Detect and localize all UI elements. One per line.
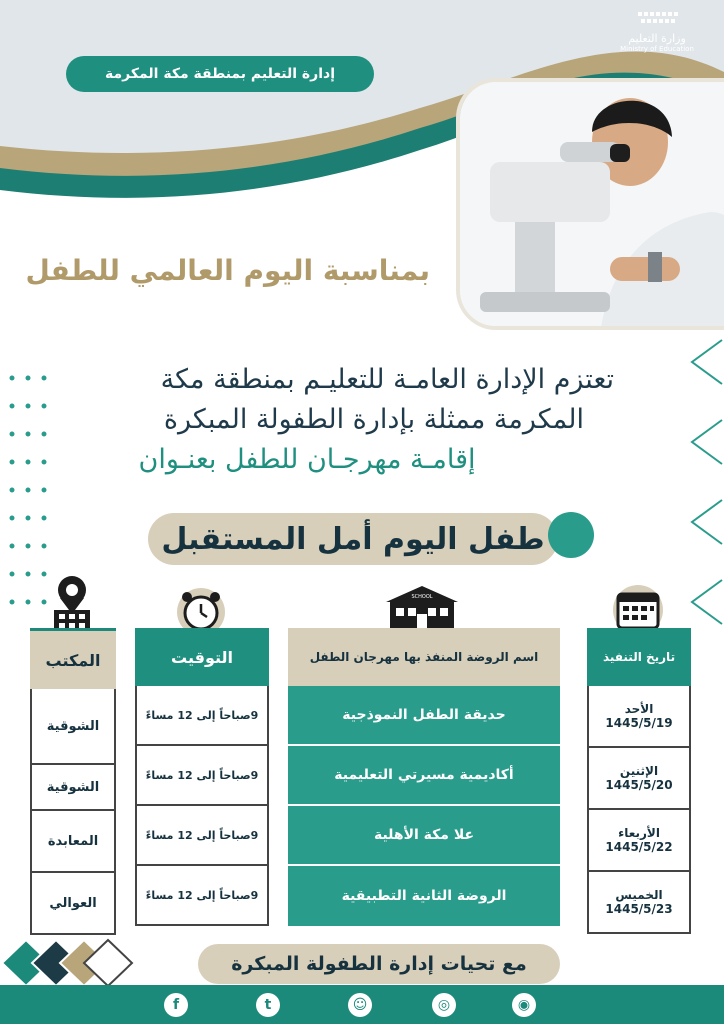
school-header: اسم الروضة المنفذ بها مهرجان الطفل — [288, 628, 560, 686]
office-cell: الشوقية — [30, 689, 116, 765]
diamond-decoration — [0, 938, 134, 988]
school-building-icon — [382, 584, 462, 634]
ministry-logo-icon — [636, 8, 680, 30]
office-cell: الشوقية — [30, 765, 116, 811]
web-icon[interactable]: ◎ — [432, 993, 456, 1017]
date-day: الأربعاء — [618, 826, 660, 840]
date-day: الأحد — [624, 702, 654, 716]
date-cell — [587, 872, 691, 934]
instagram-icon[interactable]: ◉ — [512, 993, 536, 1017]
footer-bar — [0, 985, 724, 1024]
snapchat-icon[interactable]: ☺ — [348, 993, 372, 1017]
date-cell — [587, 686, 691, 748]
intro-line-2: المكرمة ممثلة بإدارة الطفولة المبكرة — [163, 404, 584, 435]
date-value: 1445/5/19 — [605, 716, 673, 730]
office-cell: المعابدة — [30, 811, 116, 873]
intro-text — [90, 360, 614, 480]
time-cell: 9صباحاً إلى 12 مساءً — [135, 686, 269, 746]
intro-line-1: تعتزم الإدارة العامـة للتعليـم بمنطقة مكة — [160, 364, 614, 395]
time-column — [135, 628, 269, 926]
date-value: 1445/5/20 — [605, 778, 673, 792]
ministry-name-ar: وزارة التعليم — [628, 32, 686, 45]
school-cell: علا مكة الأهلية — [288, 806, 560, 866]
ministry-name-en: Ministry of Education — [620, 45, 694, 53]
title-dot-decoration — [548, 512, 594, 558]
department-pill: إدارة التعليم بمنطقة مكة المكرمة — [66, 56, 374, 92]
date-header: تاريخ التنفيذ — [587, 628, 691, 686]
office-header: المكتب — [30, 628, 116, 689]
facebook-icon[interactable]: f — [164, 993, 188, 1017]
office-cell: العوالي — [30, 873, 116, 935]
date-day: الخميس — [615, 888, 663, 902]
date-value: 1445/5/22 — [605, 840, 673, 854]
child-microscope-photo — [456, 78, 724, 330]
date-value: 1445/5/23 — [605, 902, 673, 916]
time-header: التوقيت — [135, 628, 269, 686]
school-icon-label: SCHOOL — [411, 594, 433, 600]
twitter-icon[interactable]: t — [256, 993, 280, 1017]
school-cell: حديقة الطفل النموذجية — [288, 686, 560, 746]
date-day: الإثنين — [619, 764, 659, 778]
date-cell — [587, 810, 691, 872]
school-cell: الروضة الثانية التطبيقية — [288, 866, 560, 926]
time-cell: 9صباحاً إلى 12 مساءً — [135, 806, 269, 866]
intro-line-3: إقامـة مهرجـان للطفل بعنـوان — [138, 444, 476, 475]
school-column — [288, 628, 560, 926]
time-cell: 9صباحاً إلى 12 مساءً — [135, 746, 269, 806]
date-column — [587, 628, 691, 934]
occasion-heading: بمناسبة اليوم العالمي للطفل — [25, 254, 430, 287]
school-cell: أكاديمية مسيرتي التعليمية — [288, 746, 560, 806]
time-cell: 9صباحاً إلى 12 مساءً — [135, 866, 269, 926]
date-cell — [587, 748, 691, 810]
photo-illustration — [460, 82, 724, 330]
closing-pill: مع تحيات إدارة الطفولة المبكرة — [198, 944, 560, 984]
office-column — [30, 628, 116, 935]
chevron-decoration — [688, 330, 724, 630]
ministry-logo — [612, 6, 702, 62]
festival-title: طفل اليوم أمل المستقبل — [148, 513, 558, 565]
